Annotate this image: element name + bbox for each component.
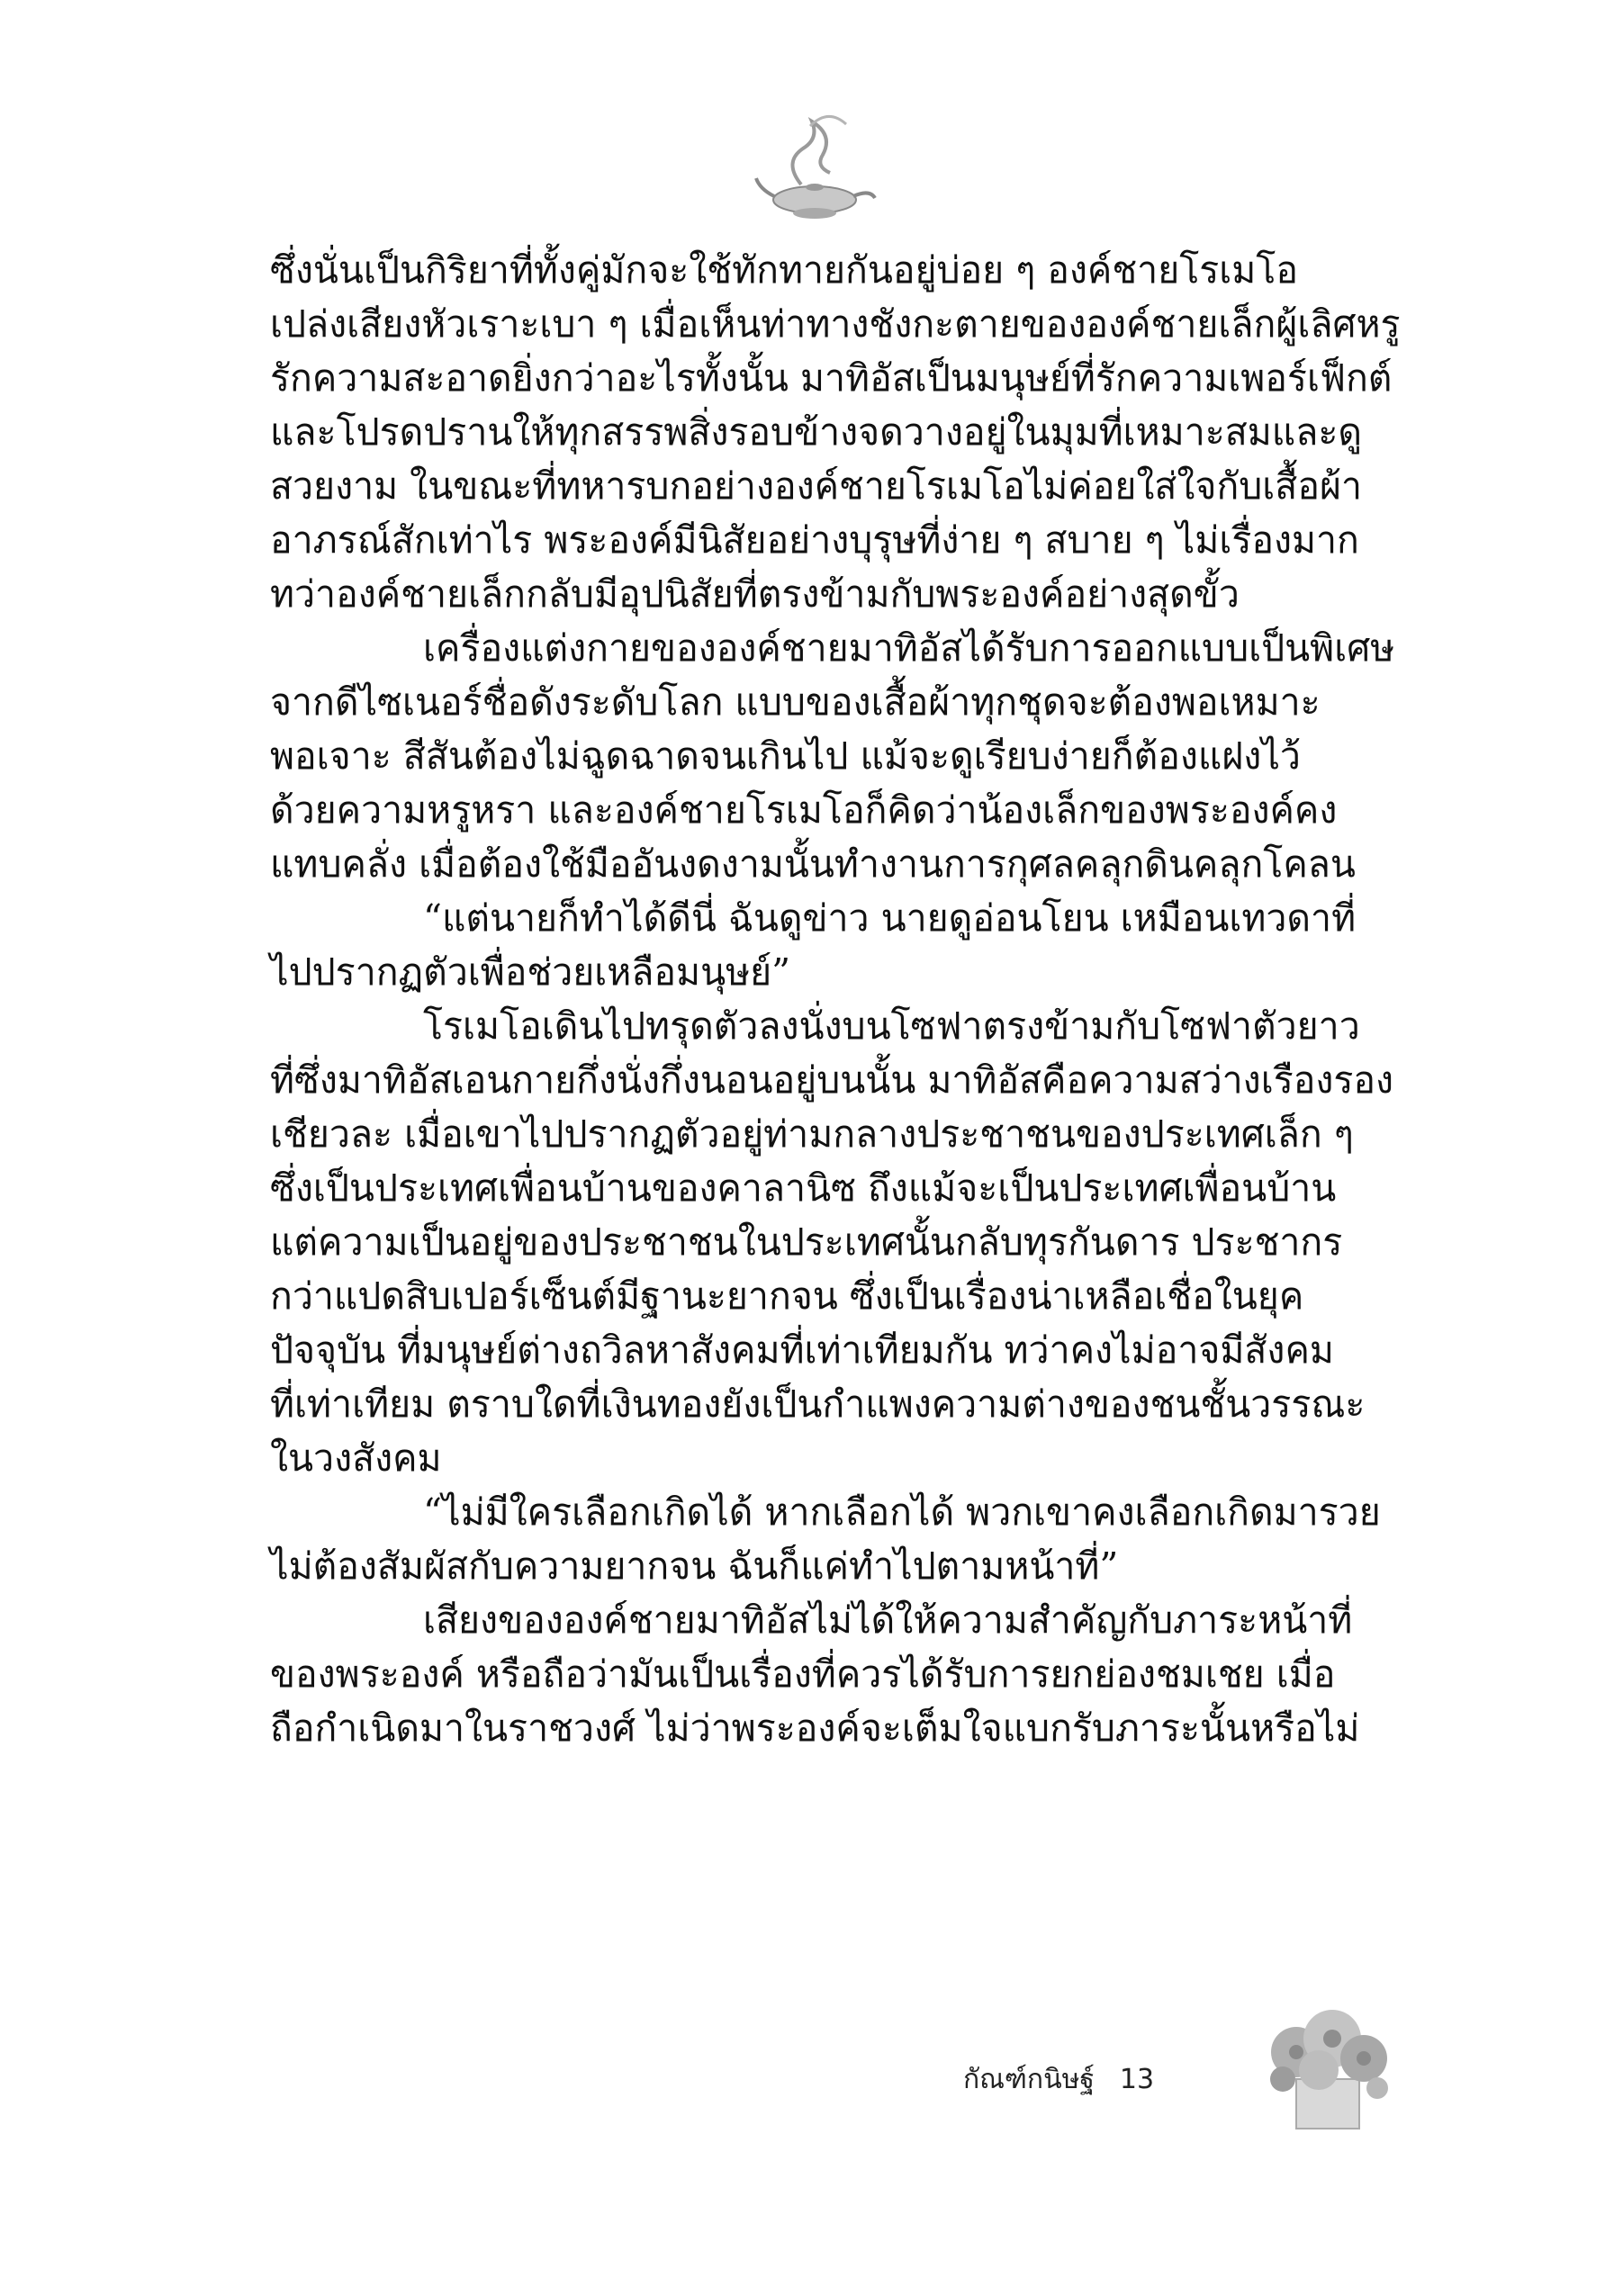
paragraph bbox=[270, 999, 1440, 1485]
page-footer bbox=[963, 2052, 1154, 2106]
text-line: เสียงขององค์ชายมาทิอัสไม่ได้ให้ความสำคัญกับภาระหน้าที่ bbox=[423, 1598, 1353, 1642]
text-line: กว่าแปดสิบเปอร์เซ็นต์มีฐานะยากจน ซึ่งเป็นเรื่องน่าเหลือเชื่อในยุค bbox=[270, 1274, 1304, 1318]
text-line: เชียวละ เมื่อเขาไปปรากฏตัวอยู่ท่ามกลางประชาชนของประเทศเล็ก ๆ bbox=[270, 1112, 1354, 1156]
paragraph bbox=[270, 1485, 1440, 1593]
book-title: กัณฑ์กนิษฐ์ bbox=[963, 2063, 1095, 2095]
text-line: แทบคลั่ง เมื่อต้องใช้มืออันงดงามนั้นทำงานการกุศลคลุกดินคลุกโคลน bbox=[270, 842, 1356, 886]
paragraph bbox=[270, 243, 1440, 621]
text-line: “ไม่มีใครเลือกเกิดได้ หากเลือกได้ พวกเขาคงเลือกเกิดมารวย bbox=[423, 1490, 1381, 1534]
text-line: แต่ความเป็นอยู่ของประชาชนในประเทศนั้นกลับทุรกันดาร ประชากร bbox=[270, 1220, 1343, 1264]
text-line: และโปรดปรานให้ทุกสรรพสิ่งรอบข้างจดวางอยู่ในมุมที่เหมาะสมและดู bbox=[270, 410, 1362, 454]
text-line: สวยงาม ในขณะที่ทหารบกอย่างองค์ชายโรเมโอไม่ค่อยใส่ใจกับเสื้อผ้า bbox=[270, 464, 1363, 508]
text-line: ไม่ต้องสัมผัสกับความยากจน ฉันก็แค่ทำไปตามหน้าที่” bbox=[270, 1544, 1119, 1588]
page-number: 13 bbox=[1119, 2063, 1155, 2095]
text-line: อาภรณ์สักเท่าไร พระองค์มีนิสัยอย่างบุรุษที่ง่าย ๆ สบาย ๆ ไม่เรื่องมาก bbox=[270, 518, 1359, 562]
text-line: เครื่องแต่งกายขององค์ชายมาทิอัสได้รับการออกแบบเป็นพิเศษ bbox=[423, 626, 1395, 670]
text-line: ด้วยความหรูหรา และองค์ชายโรเมโอก็คิดว่าน้องเล็กของพระองค์คง bbox=[270, 788, 1338, 832]
text-line: ที่ซึ่งมาทิอัสเอนกายกึ่งนั่งกึ่งนอนอยู่บนนั้น มาทิอัสคือความสว่างเรืองรอง bbox=[270, 1058, 1394, 1102]
text-line: จากดีไซเนอร์ชื่อดังระดับโลก แบบของเสื้อผ้าทุกชุดจะต้องพอเหมาะ bbox=[270, 680, 1321, 724]
text-line: ที่เท่าเทียม ตราบใดที่เงินทองยังเป็นกำแพงความต่างของชนชั้นวรรณะ bbox=[270, 1382, 1366, 1426]
text-line: โรเมโอเดินไปทรุดตัวลงนั่งบนโซฟาตรงข้ามกับโซฟาตัวยาว bbox=[423, 1004, 1360, 1048]
text-line: ซึ่งเป็นประเทศเพื่อนบ้านของคาลานิซ ถึงแม้จะเป็นประเทศเพื่อนบ้าน bbox=[270, 1166, 1337, 1210]
paragraph bbox=[270, 621, 1440, 891]
text-line: “แต่นายก็ทำได้ดีนี่ ฉันดูข่าว นายดูอ่อนโยน เหมือนเทวดาที่ bbox=[423, 896, 1357, 940]
text-line: ถือกำเนิดมาในราชวงศ์ ไม่ว่าพระองค์จะเต็มใจแบกรับภาระนั้นหรือไม่ bbox=[270, 1706, 1360, 1750]
text-line: ไปปรากฏตัวเพื่อช่วยเหลือมนุษย์” bbox=[270, 950, 791, 994]
paragraph bbox=[270, 891, 1440, 999]
genie-lamp-icon bbox=[747, 99, 882, 234]
text-line: รักความสะอาดยิ่งกว่าอะไรทั้งนั้น มาทิอัสเป็นมนุษย์ที่รักความเพอร์เฟ็กต์ bbox=[270, 356, 1393, 400]
paragraph bbox=[270, 1593, 1440, 1755]
text-line: ของพระองค์ หรือถือว่ามันเป็นเรื่องที่ควรได้รับการยกย่องชมเชย เมื่อ bbox=[270, 1652, 1336, 1696]
text-line: ซึ่งนั่นเป็นกิริยาที่ทั้งคู่มักจะใช้ทักทายกันอยู่บ่อย ๆ องค์ชายโรเมโอ bbox=[270, 248, 1298, 292]
text-line: ปัจจุบัน ที่มนุษย์ต่างถวิลหาสังคมที่เท่าเทียมกัน ทว่าคงไม่อาจมีสังคม bbox=[270, 1328, 1334, 1372]
flower-bouquet-icon bbox=[1242, 2003, 1404, 2133]
text-line: เปล่งเสียงหัวเราะเบา ๆ เมื่อเห็นท่าทางชังกะตายขององค์ชายเล็กผู้เลิศหรู bbox=[270, 302, 1401, 346]
chapter-body bbox=[270, 243, 1440, 1755]
text-line: พอเจาะ สีสันต้องไม่ฉูดฉาดจนเกินไป แม้จะดูเรียบง่ายก็ต้องแฝงไว้ bbox=[270, 734, 1301, 778]
text-line: ในวงสังคม bbox=[270, 1436, 442, 1480]
text-line: ทว่าองค์ชายเล็กกลับมีอุปนิสัยที่ตรงข้ามกับพระองค์อย่างสุดขั้ว bbox=[270, 572, 1240, 616]
